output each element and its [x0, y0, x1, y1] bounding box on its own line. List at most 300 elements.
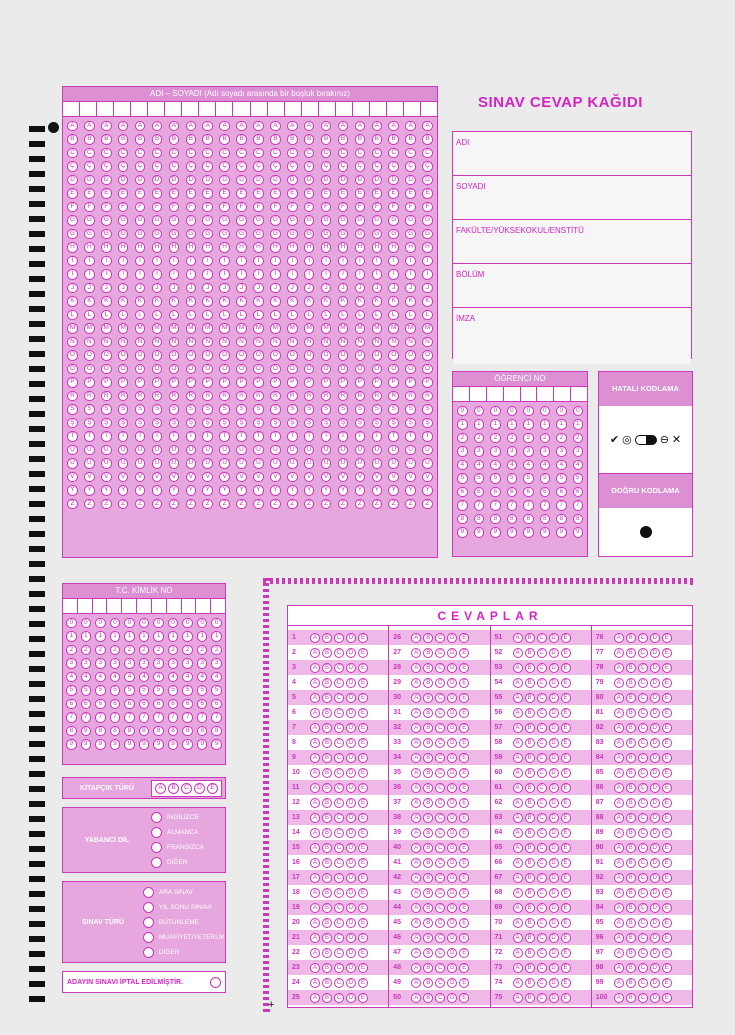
option-bubble[interactable]: I — [253, 256, 264, 267]
option-bubble[interactable]: R — [101, 391, 112, 402]
option-bubble[interactable]: B — [304, 134, 315, 145]
answer-bubble[interactable]: C — [537, 693, 547, 703]
answer-bubble[interactable]: B — [626, 843, 636, 853]
option-bubble[interactable]: E — [405, 188, 416, 199]
option-bubble[interactable]: Ü — [270, 458, 281, 469]
option-bubble[interactable]: P — [338, 377, 349, 388]
option-bubble[interactable]: 5 — [540, 473, 551, 484]
option-bubble[interactable]: O — [355, 350, 366, 361]
option-bubble[interactable]: 4 — [556, 460, 567, 471]
answer-bubble[interactable]: B — [626, 663, 636, 673]
option-bubble[interactable]: R — [321, 391, 332, 402]
option-bubble[interactable] — [143, 902, 154, 913]
answer-bubble[interactable]: E — [561, 633, 571, 643]
answer-bubble[interactable]: D — [447, 663, 457, 673]
option-bubble[interactable]: H — [304, 242, 315, 253]
option-bubble[interactable]: Ç — [405, 161, 416, 172]
option-bubble[interactable]: J — [186, 283, 197, 294]
answer-bubble[interactable]: B — [626, 708, 636, 718]
entry-box[interactable] — [211, 599, 225, 613]
answer-bubble[interactable]: C — [537, 813, 547, 823]
answer-bubble[interactable]: B — [525, 783, 535, 793]
answer-bubble[interactable]: B — [626, 873, 636, 883]
option-bubble[interactable]: V — [219, 472, 230, 483]
entry-box[interactable] — [233, 102, 250, 116]
option-bubble[interactable]: E — [236, 188, 247, 199]
answer-bubble[interactable]: B — [322, 678, 332, 688]
option-bubble[interactable]: Ü — [321, 458, 332, 469]
option-bubble[interactable]: G — [338, 215, 349, 226]
option-bubble[interactable]: K — [321, 296, 332, 307]
option-bubble[interactable]: V — [287, 472, 298, 483]
option-bubble[interactable]: A — [388, 121, 399, 132]
answer-bubble[interactable]: A — [513, 723, 523, 733]
answer-bubble[interactable]: E — [459, 798, 469, 808]
answer-bubble[interactable]: A — [310, 918, 320, 928]
option-bubble[interactable]: Ç — [118, 161, 129, 172]
option-bubble[interactable]: M — [422, 323, 433, 334]
entry-box[interactable] — [80, 102, 97, 116]
option-bubble[interactable]: L — [202, 310, 213, 321]
answer-bubble[interactable]: A — [513, 663, 523, 673]
option-bubble[interactable]: K — [338, 296, 349, 307]
option-bubble[interactable]: I — [338, 256, 349, 267]
option-bubble[interactable]: O — [135, 350, 146, 361]
answer-bubble[interactable]: C — [638, 993, 648, 1003]
answer-bubble[interactable]: D — [650, 843, 660, 853]
option-bubble[interactable]: 1 — [556, 419, 567, 430]
option-bubble[interactable]: 7 — [168, 712, 179, 723]
answer-bubble[interactable]: B — [626, 858, 636, 868]
answer-bubble[interactable]: D — [650, 888, 660, 898]
option-row[interactable] — [143, 945, 225, 960]
entry-box[interactable] — [97, 102, 114, 116]
answer-bubble[interactable]: E — [358, 993, 368, 1003]
option-bubble[interactable]: 4 — [139, 672, 150, 683]
option-bubble[interactable]: 5 — [66, 685, 77, 696]
option-bubble[interactable]: U — [118, 445, 129, 456]
option-bubble[interactable]: Ç — [202, 161, 213, 172]
answer-bubble[interactable]: B — [525, 708, 535, 718]
answer-bubble[interactable]: B — [423, 858, 433, 868]
answer-bubble[interactable]: E — [662, 663, 672, 673]
answer-bubble[interactable]: C — [435, 843, 445, 853]
option-bubble[interactable]: M — [355, 323, 366, 334]
option-bubble[interactable]: 4 — [124, 672, 135, 683]
option-bubble[interactable]: U — [405, 445, 416, 456]
option-bubble[interactable]: H — [118, 242, 129, 253]
option-bubble[interactable]: E — [169, 188, 180, 199]
answer-bubble[interactable]: C — [537, 723, 547, 733]
answer-bubble[interactable]: B — [423, 738, 433, 748]
option-bubble[interactable]: Y — [67, 485, 78, 496]
answer-bubble[interactable]: A — [411, 723, 421, 733]
option-bubble[interactable]: Y — [135, 485, 146, 496]
option-bubble[interactable]: G — [304, 215, 315, 226]
option-bubble[interactable]: Ü — [355, 458, 366, 469]
option-bubble[interactable]: 5 — [182, 685, 193, 696]
answer-bubble[interactable]: E — [459, 918, 469, 928]
option-bubble[interactable]: E — [372, 188, 383, 199]
option-bubble[interactable]: Z — [169, 499, 180, 510]
option-bubble[interactable]: Ü — [253, 458, 264, 469]
answer-bubble[interactable]: B — [423, 933, 433, 943]
option-bubble[interactable]: 8 — [573, 514, 584, 525]
option-bubble[interactable]: 9 — [573, 527, 584, 538]
option-bubble[interactable]: M — [101, 323, 112, 334]
option-bubble[interactable]: G — [405, 215, 416, 226]
option-bubble[interactable]: Ü — [169, 458, 180, 469]
answer-bubble[interactable]: A — [614, 678, 624, 688]
option-bubble[interactable]: E — [84, 188, 95, 199]
answer-bubble[interactable]: A — [513, 963, 523, 973]
option-bubble[interactable]: Z — [405, 499, 416, 510]
answer-bubble[interactable]: D — [447, 648, 457, 658]
option-bubble[interactable]: 9 — [139, 739, 150, 750]
option-bubble[interactable]: H — [67, 242, 78, 253]
option-bubble[interactable]: S — [338, 404, 349, 415]
answer-bubble[interactable]: E — [358, 933, 368, 943]
option-bubble[interactable]: 8 — [507, 514, 518, 525]
answer-bubble[interactable]: E — [662, 813, 672, 823]
option-bubble[interactable]: Y — [253, 485, 264, 496]
option-bubble[interactable]: İ — [67, 269, 78, 280]
answer-bubble[interactable]: E — [459, 738, 469, 748]
answer-bubble[interactable]: D — [447, 873, 457, 883]
answer-bubble[interactable]: D — [346, 933, 356, 943]
answer-bubble[interactable]: E — [662, 768, 672, 778]
option-bubble[interactable]: 5 — [197, 685, 208, 696]
option-bubble[interactable]: Ş — [321, 418, 332, 429]
answer-bubble[interactable]: A — [614, 693, 624, 703]
option-bubble[interactable]: D — [101, 175, 112, 186]
answer-bubble[interactable]: A — [310, 663, 320, 673]
option-bubble[interactable]: 9 — [211, 739, 222, 750]
option-bubble[interactable]: E — [202, 188, 213, 199]
answer-bubble[interactable]: C — [638, 723, 648, 733]
entry-box[interactable] — [107, 599, 122, 613]
option-bubble[interactable]: 6 — [66, 699, 77, 710]
answer-bubble[interactable]: E — [662, 783, 672, 793]
option-bubble[interactable]: A — [219, 121, 230, 132]
option-bubble[interactable]: F — [355, 202, 366, 213]
option-bubble[interactable]: Y — [304, 485, 315, 496]
answer-bubble[interactable]: C — [334, 783, 344, 793]
option-bubble[interactable]: A — [422, 121, 433, 132]
answer-bubble[interactable]: D — [650, 648, 660, 658]
answer-bubble[interactable]: D — [346, 828, 356, 838]
option-bubble[interactable]: 8 — [124, 726, 135, 737]
option-bubble[interactable]: J — [152, 283, 163, 294]
option-bubble[interactable]: 3 — [168, 658, 179, 669]
option-bubble[interactable]: İ — [304, 269, 315, 280]
answer-bubble[interactable]: B — [322, 993, 332, 1003]
option-bubble[interactable]: Z — [253, 499, 264, 510]
answer-bubble[interactable]: A — [310, 858, 320, 868]
option-bubble[interactable]: N — [169, 337, 180, 348]
answer-bubble[interactable]: C — [334, 678, 344, 688]
option-bubble[interactable]: P — [405, 377, 416, 388]
option-bubble[interactable]: 7 — [507, 500, 518, 511]
option-bubble[interactable]: P — [152, 377, 163, 388]
answer-bubble[interactable]: C — [334, 903, 344, 913]
option-bubble[interactable]: I — [388, 256, 399, 267]
answer-bubble[interactable]: A — [310, 933, 320, 943]
entry-box[interactable] — [336, 102, 353, 116]
option-bubble[interactable]: Ç — [388, 161, 399, 172]
option-bubble[interactable]: L — [422, 310, 433, 321]
answer-bubble[interactable]: C — [638, 768, 648, 778]
answer-bubble[interactable]: D — [447, 723, 457, 733]
option-bubble[interactable]: Ç — [287, 161, 298, 172]
option-bubble[interactable]: F — [101, 202, 112, 213]
answer-bubble[interactable]: D — [447, 978, 457, 988]
option-bubble[interactable]: O — [118, 350, 129, 361]
answer-bubble[interactable]: D — [346, 963, 356, 973]
option-bubble[interactable]: 0 — [573, 406, 584, 417]
option-bubble[interactable]: G — [270, 215, 281, 226]
option-bubble[interactable]: 5 — [110, 685, 121, 696]
option-bubble[interactable]: I — [101, 256, 112, 267]
option-bubble[interactable]: G — [388, 215, 399, 226]
option-bubble[interactable]: K — [270, 296, 281, 307]
option-bubble[interactable]: S — [287, 404, 298, 415]
answer-bubble[interactable]: D — [346, 948, 356, 958]
answer-bubble[interactable]: D — [346, 798, 356, 808]
option-bubble[interactable]: K — [169, 296, 180, 307]
option-bubble[interactable]: A — [118, 121, 129, 132]
option-bubble[interactable]: Ü — [101, 458, 112, 469]
answer-bubble[interactable]: C — [638, 843, 648, 853]
answer-bubble[interactable]: C — [537, 633, 547, 643]
option-bubble[interactable]: H — [405, 242, 416, 253]
answer-bubble[interactable]: E — [358, 648, 368, 658]
option-bubble[interactable]: R — [372, 391, 383, 402]
option-bubble[interactable]: R — [67, 391, 78, 402]
entry-box[interactable] — [165, 102, 182, 116]
option-bubble[interactable]: 0 — [139, 618, 150, 629]
option-bubble[interactable]: Ğ — [169, 229, 180, 240]
answer-bubble[interactable]: D — [346, 648, 356, 658]
option-bubble[interactable]: 3 — [523, 446, 534, 457]
option-bubble[interactable]: 1 — [573, 419, 584, 430]
option-bubble[interactable]: F — [338, 202, 349, 213]
option-bubble[interactable]: 6 — [182, 699, 193, 710]
answer-bubble[interactable]: C — [537, 708, 547, 718]
answer-bubble[interactable]: B — [423, 903, 433, 913]
option-bubble[interactable]: V — [101, 472, 112, 483]
answer-bubble[interactable]: A — [310, 978, 320, 988]
option-bubble[interactable]: 8 — [211, 726, 222, 737]
answer-bubble[interactable]: D — [447, 918, 457, 928]
option-bubble[interactable]: 6 — [197, 699, 208, 710]
option-bubble[interactable]: V — [84, 472, 95, 483]
answer-bubble[interactable]: B — [423, 723, 433, 733]
answer-bubble[interactable]: D — [650, 993, 660, 1003]
answer-bubble[interactable]: D — [650, 738, 660, 748]
option-bubble[interactable]: U — [253, 445, 264, 456]
option-bubble[interactable]: L — [304, 310, 315, 321]
option-bubble[interactable]: 0 — [211, 618, 222, 629]
option-bubble[interactable]: S — [118, 404, 129, 415]
option-bubble[interactable]: O — [202, 350, 213, 361]
answer-bubble[interactable]: C — [435, 768, 445, 778]
answer-bubble[interactable]: A — [513, 873, 523, 883]
answer-bubble[interactable]: E — [358, 663, 368, 673]
entry-box[interactable] — [131, 102, 148, 116]
answer-bubble[interactable]: B — [322, 843, 332, 853]
option-bubble[interactable]: Y — [236, 485, 247, 496]
option-bubble[interactable]: V — [338, 472, 349, 483]
option-bubble[interactable]: F — [287, 202, 298, 213]
answer-bubble[interactable]: D — [549, 813, 559, 823]
answer-bubble[interactable]: B — [525, 903, 535, 913]
answer-bubble[interactable]: A — [411, 738, 421, 748]
option-bubble[interactable]: P — [101, 377, 112, 388]
option-bubble[interactable]: İ — [253, 269, 264, 280]
option-bubble[interactable]: Ş — [388, 418, 399, 429]
option-bubble[interactable]: 8 — [81, 726, 92, 737]
option-bubble[interactable]: 5 — [139, 685, 150, 696]
option-bubble[interactable]: 9 — [507, 527, 518, 538]
option-bubble[interactable]: S — [355, 404, 366, 415]
option-bubble[interactable]: F — [67, 202, 78, 213]
option-bubble[interactable]: E — [186, 188, 197, 199]
option-bubble[interactable]: Ş — [304, 418, 315, 429]
option-bubble[interactable]: Ş — [405, 418, 416, 429]
answer-bubble[interactable]: A — [411, 963, 421, 973]
option-bubble[interactable] — [143, 887, 154, 898]
option-bubble[interactable]: M — [388, 323, 399, 334]
answer-bubble[interactable]: B — [626, 783, 636, 793]
option-bubble[interactable]: O — [84, 350, 95, 361]
entry-box[interactable] — [251, 102, 268, 116]
option-bubble[interactable]: 4 — [211, 672, 222, 683]
answer-bubble[interactable]: D — [650, 813, 660, 823]
answer-bubble[interactable]: C — [638, 633, 648, 643]
option-bubble[interactable]: 0 — [540, 406, 551, 417]
answer-bubble[interactable]: E — [561, 723, 571, 733]
option-bubble[interactable]: M — [321, 323, 332, 334]
answer-bubble[interactable]: E — [561, 933, 571, 943]
answer-bubble[interactable]: B — [322, 798, 332, 808]
answer-bubble[interactable]: A — [310, 783, 320, 793]
option-bubble[interactable]: 6 — [139, 699, 150, 710]
entry-box[interactable] — [152, 599, 167, 613]
option-bubble[interactable]: 1 — [182, 631, 193, 642]
option-bubble[interactable]: 5 — [474, 473, 485, 484]
option-bubble[interactable]: F — [388, 202, 399, 213]
answer-bubble[interactable]: C — [334, 813, 344, 823]
answer-bubble[interactable]: A — [411, 708, 421, 718]
answer-bubble[interactable]: A — [614, 768, 624, 778]
option-bubble[interactable]: C — [219, 148, 230, 159]
option-bubble[interactable]: G — [321, 215, 332, 226]
option-bubble[interactable]: İ — [169, 269, 180, 280]
option-bubble[interactable]: O — [236, 350, 247, 361]
option-bubble[interactable]: Z — [202, 499, 213, 510]
answer-bubble[interactable]: C — [638, 648, 648, 658]
option-bubble[interactable]: F — [202, 202, 213, 213]
option-bubble[interactable]: 4 — [523, 460, 534, 471]
option-bubble[interactable]: 7 — [182, 712, 193, 723]
option-bubble[interactable]: 0 — [168, 618, 179, 629]
option-bubble[interactable]: L — [338, 310, 349, 321]
option-bubble[interactable]: İ — [270, 269, 281, 280]
answer-bubble[interactable]: C — [638, 798, 648, 808]
option-bubble[interactable]: İ — [236, 269, 247, 280]
answer-bubble[interactable]: E — [561, 888, 571, 898]
option-bubble[interactable]: I — [422, 256, 433, 267]
answer-bubble[interactable]: D — [346, 738, 356, 748]
option-bubble[interactable]: P — [270, 377, 281, 388]
option-bubble[interactable]: 1 — [124, 631, 135, 642]
option-bubble[interactable]: S — [422, 404, 433, 415]
option-bubble[interactable]: 7 — [139, 712, 150, 723]
answer-bubble[interactable]: A — [411, 933, 421, 943]
option-bubble[interactable]: O — [169, 350, 180, 361]
answer-bubble[interactable]: B — [423, 693, 433, 703]
answer-bubble[interactable]: D — [549, 993, 559, 1003]
answer-bubble[interactable]: D — [447, 993, 457, 1003]
option-bubble[interactable]: Ü — [304, 458, 315, 469]
option-bubble[interactable]: O — [253, 350, 264, 361]
option-bubble[interactable]: U — [270, 445, 281, 456]
answer-bubble[interactable]: A — [310, 693, 320, 703]
option-bubble[interactable]: J — [304, 283, 315, 294]
answer-bubble[interactable]: D — [447, 963, 457, 973]
answer-bubble[interactable]: C — [435, 918, 445, 928]
option-bubble[interactable]: 9 — [110, 739, 121, 750]
answer-bubble[interactable]: C — [435, 783, 445, 793]
option-bubble[interactable]: O — [101, 350, 112, 361]
entry-box[interactable] — [404, 102, 421, 116]
option-bubble[interactable]: İ — [338, 269, 349, 280]
option-bubble[interactable]: B — [101, 134, 112, 145]
option-bubble[interactable]: H — [253, 242, 264, 253]
answer-bubble[interactable]: A — [513, 708, 523, 718]
option-bubble[interactable]: H — [219, 242, 230, 253]
option-bubble[interactable]: P — [236, 377, 247, 388]
option-bubble[interactable]: U — [135, 445, 146, 456]
option-bubble[interactable]: K — [219, 296, 230, 307]
answer-bubble[interactable]: E — [662, 693, 672, 703]
option-bubble[interactable]: 1 — [211, 631, 222, 642]
option-bubble[interactable]: K — [388, 296, 399, 307]
option-bubble[interactable]: Ş — [169, 418, 180, 429]
answer-bubble[interactable]: B — [525, 753, 535, 763]
answer-bubble[interactable]: B — [423, 708, 433, 718]
option-bubble[interactable]: Ğ — [321, 229, 332, 240]
answer-bubble[interactable]: E — [662, 963, 672, 973]
answer-bubble[interactable]: B — [525, 768, 535, 778]
option-bubble[interactable]: Ş — [287, 418, 298, 429]
answer-bubble[interactable]: D — [346, 918, 356, 928]
option-bubble[interactable]: 5 — [457, 473, 468, 484]
option-bubble[interactable]: H — [202, 242, 213, 253]
option-bubble[interactable]: Ö — [169, 364, 180, 375]
answer-bubble[interactable]: C — [435, 963, 445, 973]
option-bubble[interactable]: T — [67, 431, 78, 442]
option-bubble[interactable]: Ö — [338, 364, 349, 375]
option-bubble[interactable]: 4 — [457, 460, 468, 471]
option-bubble[interactable]: R — [152, 391, 163, 402]
entry-box[interactable] — [571, 387, 587, 401]
option-bubble[interactable]: Z — [67, 499, 78, 510]
answer-bubble[interactable]: C — [334, 648, 344, 658]
answer-bubble[interactable]: D — [346, 873, 356, 883]
option-bubble[interactable]: L — [388, 310, 399, 321]
